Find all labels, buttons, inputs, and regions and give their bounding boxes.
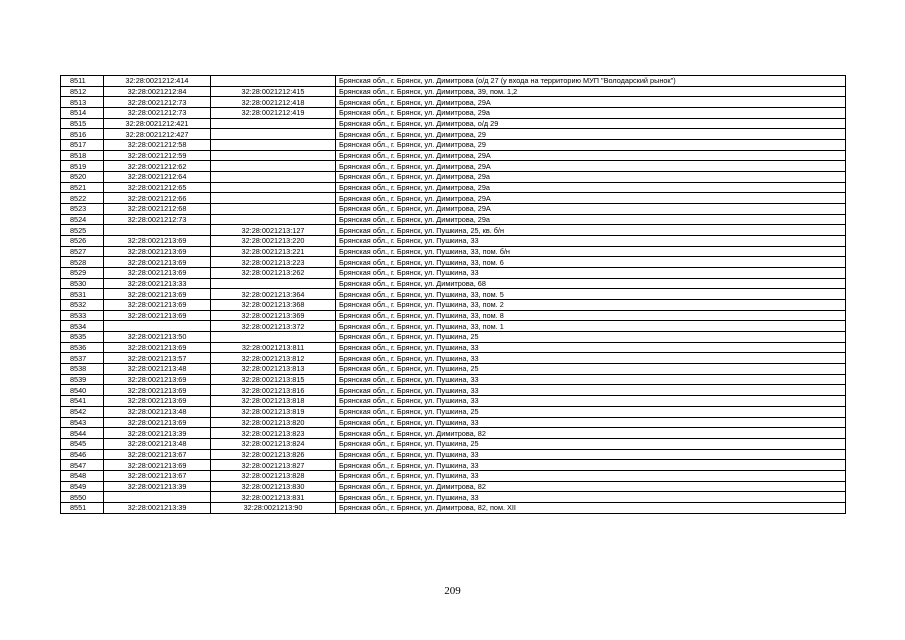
cadastral-number-cell: 32:28:0021213:69 — [104, 342, 211, 353]
address-cell: Брянская обл., г. Брянск, ул. Пушкина, 33 — [336, 374, 846, 385]
cadastral-number-cell: 32:28:0021213:69 — [104, 374, 211, 385]
row-number-cell: 8536 — [61, 342, 104, 353]
row-number-cell: 8520 — [61, 172, 104, 183]
object-cadastral-number-cell: 32:28:0021213:815 — [211, 374, 336, 385]
cadastral-number-cell: 32:28:0021213:69 — [104, 460, 211, 471]
address-cell: Брянская обл., г. Брянск, ул. Пушкина, 25 — [336, 406, 846, 417]
table-row — [61, 396, 846, 407]
address-cell: Брянская обл., г. Брянск, ул. Димитрова, о/д 29 — [336, 118, 846, 129]
table-row — [61, 310, 846, 321]
row-number-cell: 8540 — [61, 385, 104, 396]
address-cell: Брянская обл., г. Брянск, ул. Пушкина, 33, пом. 2 — [336, 300, 846, 311]
table-row — [61, 97, 846, 108]
object-cadastral-number-cell: 32:28:0021213:220 — [211, 236, 336, 247]
object-cadastral-number-cell: 32:28:0021213:830 — [211, 481, 336, 492]
cadastral-number-cell: 32:28:0021213:69 — [104, 257, 211, 268]
row-number-cell: 8529 — [61, 268, 104, 279]
table-row — [61, 172, 846, 183]
address-cell: Брянская обл., г. Брянск, ул. Димитрова, 29А — [336, 97, 846, 108]
table-row — [61, 278, 846, 289]
address-cell: Брянская обл., г. Брянск, ул. Пушкина, 33 — [336, 268, 846, 279]
table-row — [61, 470, 846, 481]
row-number-cell: 8519 — [61, 161, 104, 172]
table-row — [61, 108, 846, 119]
object-cadastral-number-cell: 32:28:0021213:368 — [211, 300, 336, 311]
object-cadastral-number-cell: 32:28:0021213:221 — [211, 246, 336, 257]
cadastral-number-cell — [104, 225, 211, 236]
address-cell: Брянская обл., г. Брянск, ул. Пушкина, 33 — [336, 449, 846, 460]
row-number-cell: 8521 — [61, 182, 104, 193]
row-number-cell: 8523 — [61, 204, 104, 215]
cadastral-number-cell: 32:28:0021212:66 — [104, 193, 211, 204]
cadastral-number-cell: 32:28:0021212:59 — [104, 150, 211, 161]
cadastral-number-cell: 32:28:0021213:69 — [104, 300, 211, 311]
table-row — [61, 289, 846, 300]
row-number-cell: 8547 — [61, 460, 104, 471]
object-cadastral-number-cell: 32:28:0021213:813 — [211, 364, 336, 375]
row-number-cell: 8530 — [61, 278, 104, 289]
address-cell: Брянская обл., г. Брянск, ул. Димитрова, 29А — [336, 150, 846, 161]
cadastral-number-cell: 32:28:0021212:68 — [104, 204, 211, 215]
cadastral-number-cell: 32:28:0021212:84 — [104, 86, 211, 97]
object-cadastral-number-cell — [211, 278, 336, 289]
object-cadastral-number-cell — [211, 140, 336, 151]
row-number-cell: 8551 — [61, 502, 104, 513]
cadastral-number-cell: 32:28:0021212:427 — [104, 129, 211, 140]
cadastral-number-cell: 32:28:0021213:39 — [104, 502, 211, 513]
table-row — [61, 428, 846, 439]
row-number-cell: 8524 — [61, 214, 104, 225]
cadastral-number-cell — [104, 492, 211, 503]
cadastral-number-cell: 32:28:0021213:39 — [104, 428, 211, 439]
object-cadastral-number-cell: 32:28:0021213:223 — [211, 257, 336, 268]
address-cell: Брянская обл., г. Брянск, ул. Пушкина, 25, кв. б/н — [336, 225, 846, 236]
address-cell: Брянская обл., г. Брянск, ул. Димитрова, 39, пом. 1,2 — [336, 86, 846, 97]
cadastral-number-cell: 32:28:0021213:39 — [104, 481, 211, 492]
row-number-cell: 8539 — [61, 374, 104, 385]
object-cadastral-number-cell: 32:28:0021213:812 — [211, 353, 336, 364]
address-cell: Брянская обл., г. Брянск, ул. Димитрова, 29 — [336, 140, 846, 151]
table-row — [61, 204, 846, 215]
address-cell: Брянская обл., г. Брянск, ул. Пушкина, 33 — [336, 492, 846, 503]
object-cadastral-number-cell — [211, 332, 336, 343]
cadastral-number-cell: 32:28:0021212:414 — [104, 76, 211, 87]
cadastral-number-cell: 32:28:0021213:50 — [104, 332, 211, 343]
row-number-cell: 8528 — [61, 257, 104, 268]
object-cadastral-number-cell: 32:28:0021213:816 — [211, 385, 336, 396]
table-row — [61, 332, 846, 343]
cadastral-number-cell: 32:28:0021212:73 — [104, 97, 211, 108]
cadastral-number-cell: 32:28:0021213:69 — [104, 417, 211, 428]
table-row — [61, 353, 846, 364]
table-row — [61, 150, 846, 161]
address-cell: Брянская обл., г. Брянск, ул. Пушкина, 25 — [336, 438, 846, 449]
object-cadastral-number-cell: 32:28:0021213:819 — [211, 406, 336, 417]
table-row — [61, 118, 846, 129]
row-number-cell: 8517 — [61, 140, 104, 151]
row-number-cell: 8525 — [61, 225, 104, 236]
table-row — [61, 342, 846, 353]
table-row — [61, 214, 846, 225]
cadastral-number-cell: 32:28:0021212:421 — [104, 118, 211, 129]
table-row — [61, 321, 846, 332]
row-number-cell: 8546 — [61, 449, 104, 460]
cadastral-number-cell: 32:28:0021212:73 — [104, 214, 211, 225]
cadastral-number-cell: 32:28:0021212:62 — [104, 161, 211, 172]
object-cadastral-number-cell — [211, 76, 336, 87]
cadastral-number-cell: 32:28:0021213:69 — [104, 385, 211, 396]
address-cell: Брянская обл., г. Брянск, ул. Пушкина, 33, пом. 1 — [336, 321, 846, 332]
row-number-cell: 8544 — [61, 428, 104, 439]
object-cadastral-number-cell: 32:28:0021212:419 — [211, 108, 336, 119]
row-number-cell: 8541 — [61, 396, 104, 407]
table-row — [61, 417, 846, 428]
object-cadastral-number-cell — [211, 204, 336, 215]
cadastral-number-cell: 32:28:0021212:65 — [104, 182, 211, 193]
table-row — [61, 502, 846, 513]
table-row — [61, 364, 846, 375]
table-row — [61, 86, 846, 97]
row-number-cell: 8548 — [61, 470, 104, 481]
table-row — [61, 268, 846, 279]
row-number-cell: 8531 — [61, 289, 104, 300]
object-cadastral-number-cell: 32:28:0021213:90 — [211, 502, 336, 513]
object-cadastral-number-cell: 32:28:0021213:826 — [211, 449, 336, 460]
object-cadastral-number-cell: 32:28:0021213:811 — [211, 342, 336, 353]
row-number-cell: 8535 — [61, 332, 104, 343]
address-cell: Брянская обл., г. Брянск, ул. Пушкина, 33, пом. 8 — [336, 310, 846, 321]
table-row — [61, 257, 846, 268]
row-number-cell: 8518 — [61, 150, 104, 161]
object-cadastral-number-cell: 32:28:0021213:364 — [211, 289, 336, 300]
row-number-cell: 8542 — [61, 406, 104, 417]
address-cell: Брянская обл., г. Брянск, ул. Пушкина, 33 — [336, 417, 846, 428]
table-row — [61, 460, 846, 471]
row-number-cell: 8514 — [61, 108, 104, 119]
address-cell: Брянская обл., г. Брянск, ул. Димитрова, 29 — [336, 129, 846, 140]
object-cadastral-number-cell — [211, 182, 336, 193]
address-cell: Брянская обл., г. Брянск, ул. Пушкина, 33, пом. 5 — [336, 289, 846, 300]
table-row — [61, 193, 846, 204]
table-row — [61, 236, 846, 247]
row-number-cell: 8549 — [61, 481, 104, 492]
cadastral-number-cell: 32:28:0021213:33 — [104, 278, 211, 289]
cadastral-number-cell: 32:28:0021213:67 — [104, 449, 211, 460]
address-cell: Брянская обл., г. Брянск, ул. Димитрова, 29А — [336, 161, 846, 172]
cadastral-number-cell: 32:28:0021212:58 — [104, 140, 211, 151]
address-cell: Брянская обл., г. Брянск, ул. Димитрова, 29а — [336, 182, 846, 193]
table-row — [61, 129, 846, 140]
address-cell: Брянская обл., г. Брянск, ул. Димитрова (о/д 27 (у входа на территорию МУП "Володарский рынок") — [336, 76, 846, 87]
row-number-cell: 8538 — [61, 364, 104, 375]
row-number-cell: 8534 — [61, 321, 104, 332]
table-row — [61, 76, 846, 87]
object-cadastral-number-cell: 32:28:0021213:372 — [211, 321, 336, 332]
address-cell: Брянская обл., г. Брянск, ул. Димитрова, 82 — [336, 428, 846, 439]
object-cadastral-number-cell — [211, 193, 336, 204]
cadastral-number-cell: 32:28:0021213:69 — [104, 396, 211, 407]
object-cadastral-number-cell — [211, 161, 336, 172]
table-row — [61, 140, 846, 151]
address-cell: Брянская обл., г. Брянск, ул. Димитрова, 68 — [336, 278, 846, 289]
address-cell: Брянская обл., г. Брянск, ул. Пушкина, 33 — [336, 396, 846, 407]
object-cadastral-number-cell — [211, 214, 336, 225]
row-number-cell: 8513 — [61, 97, 104, 108]
cadastral-number-cell: 32:28:0021213:69 — [104, 289, 211, 300]
address-cell: Брянская обл., г. Брянск, ул. Димитрова, 29а — [336, 108, 846, 119]
table-row — [61, 481, 846, 492]
row-number-cell: 8527 — [61, 246, 104, 257]
row-number-cell: 8511 — [61, 76, 104, 87]
object-cadastral-number-cell: 32:28:0021213:262 — [211, 268, 336, 279]
cadastral-number-cell: 32:28:0021213:48 — [104, 438, 211, 449]
table-row — [61, 300, 846, 311]
row-number-cell: 8543 — [61, 417, 104, 428]
address-cell: Брянская обл., г. Брянск, ул. Пушкина, 33, пом. 6 — [336, 257, 846, 268]
row-number-cell: 8533 — [61, 310, 104, 321]
object-cadastral-number-cell — [211, 118, 336, 129]
table-body — [61, 76, 846, 514]
row-number-cell: 8512 — [61, 86, 104, 97]
cadastral-number-cell: 32:28:0021213:48 — [104, 364, 211, 375]
cadastral-number-cell: 32:28:0021213:69 — [104, 310, 211, 321]
table-row — [61, 406, 846, 417]
row-number-cell: 8545 — [61, 438, 104, 449]
row-number-cell: 8516 — [61, 129, 104, 140]
table-row — [61, 182, 846, 193]
table-row — [61, 492, 846, 503]
address-cell: Брянская обл., г. Брянск, ул. Пушкина, 33 — [336, 353, 846, 364]
address-cell: Брянская обл., г. Брянск, ул. Димитрова, 29А — [336, 193, 846, 204]
cadastral-table — [60, 75, 846, 514]
cadastral-number-cell: 32:28:0021213:69 — [104, 236, 211, 247]
address-cell: Брянская обл., г. Брянск, ул. Пушкина, 33, пом. б/н — [336, 246, 846, 257]
address-cell: Брянская обл., г. Брянск, ул. Пушкина, 33 — [336, 342, 846, 353]
table-row — [61, 246, 846, 257]
address-cell: Брянская обл., г. Брянск, ул. Димитрова, 29а — [336, 214, 846, 225]
object-cadastral-number-cell — [211, 150, 336, 161]
page-number: 209 — [444, 585, 461, 597]
row-number-cell: 8532 — [61, 300, 104, 311]
object-cadastral-number-cell: 32:28:0021212:418 — [211, 97, 336, 108]
address-cell: Брянская обл., г. Брянск, ул. Пушкина, 33 — [336, 385, 846, 396]
object-cadastral-number-cell — [211, 129, 336, 140]
cadastral-number-cell — [104, 321, 211, 332]
cadastral-number-cell: 32:28:0021212:64 — [104, 172, 211, 183]
cadastral-number-cell: 32:28:0021213:57 — [104, 353, 211, 364]
object-cadastral-number-cell: 32:28:0021213:823 — [211, 428, 336, 439]
cadastral-number-cell: 32:28:0021213:67 — [104, 470, 211, 481]
table-row — [61, 449, 846, 460]
object-cadastral-number-cell: 32:28:0021213:827 — [211, 460, 336, 471]
address-cell: Брянская обл., г. Брянск, ул. Пушкина, 33 — [336, 460, 846, 471]
object-cadastral-number-cell: 32:28:0021213:824 — [211, 438, 336, 449]
cadastral-number-cell: 32:28:0021213:69 — [104, 246, 211, 257]
cadastral-number-cell: 32:28:0021213:48 — [104, 406, 211, 417]
address-cell: Брянская обл., г. Брянск, ул. Димитрова, 82, пом. XII — [336, 502, 846, 513]
table-row — [61, 438, 846, 449]
address-cell: Брянская обл., г. Брянск, ул. Пушкина, 25 — [336, 332, 846, 343]
object-cadastral-number-cell: 32:28:0021213:831 — [211, 492, 336, 503]
address-cell: Брянская обл., г. Брянск, ул. Пушкина, 33 — [336, 470, 846, 481]
object-cadastral-number-cell: 32:28:0021213:828 — [211, 470, 336, 481]
object-cadastral-number-cell: 32:28:0021213:127 — [211, 225, 336, 236]
cadastral-number-cell: 32:28:0021213:69 — [104, 268, 211, 279]
row-number-cell: 8550 — [61, 492, 104, 503]
object-cadastral-number-cell: 32:28:0021213:369 — [211, 310, 336, 321]
row-number-cell: 8526 — [61, 236, 104, 247]
object-cadastral-number-cell: 32:28:0021213:820 — [211, 417, 336, 428]
address-cell: Брянская обл., г. Брянск, ул. Пушкина, 25 — [336, 364, 846, 375]
row-number-cell: 8537 — [61, 353, 104, 364]
address-cell: Брянская обл., г. Брянск, ул. Димитрова, 29а — [336, 172, 846, 183]
cadastral-number-cell: 32:28:0021212:73 — [104, 108, 211, 119]
address-cell: Брянская обл., г. Брянск, ул. Пушкина, 33 — [336, 236, 846, 247]
object-cadastral-number-cell: 32:28:0021212:415 — [211, 86, 336, 97]
table-row — [61, 161, 846, 172]
table-row — [61, 374, 846, 385]
object-cadastral-number-cell: 32:28:0021213:818 — [211, 396, 336, 407]
row-number-cell: 8522 — [61, 193, 104, 204]
address-cell: Брянская обл., г. Брянск, ул. Димитрова, 82 — [336, 481, 846, 492]
row-number-cell: 8515 — [61, 118, 104, 129]
table-row — [61, 385, 846, 396]
table-row — [61, 225, 846, 236]
address-cell: Брянская обл., г. Брянск, ул. Димитрова, 29А — [336, 204, 846, 215]
object-cadastral-number-cell — [211, 172, 336, 183]
